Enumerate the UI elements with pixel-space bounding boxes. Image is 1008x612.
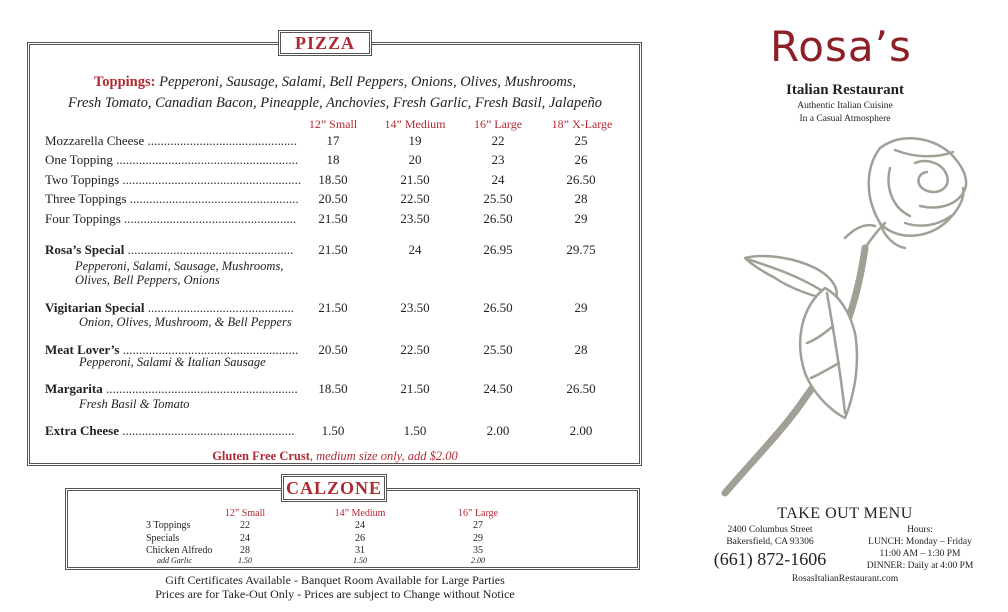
calzone-price: 26	[355, 533, 365, 544]
restaurant-subtitle: Italian Restaurant	[786, 82, 904, 98]
phone-number: (661) 872-1606	[713, 549, 827, 569]
pizza-price: 20.50	[318, 191, 348, 206]
pizza-item-row	[45, 242, 293, 258]
pizza-price: 29	[574, 300, 588, 315]
pizza-price: 18.50	[318, 172, 348, 187]
dot-leader: .....................................................	[124, 211, 297, 226]
pizza-item-description: Fresh Basil & Tomato	[79, 397, 190, 411]
address-line-2: Bakersfield, CA 93306	[726, 537, 814, 547]
pizza-item-name: Vigitarian Special	[45, 300, 145, 315]
hours-dinner: DINNER: Daily at 4:00 PM	[866, 561, 974, 571]
pizza-price: 25.50	[483, 342, 513, 357]
calzone-price: 22	[240, 520, 250, 531]
calzone-item-name: 3 Toppings	[146, 520, 191, 531]
pizza-price: 28	[574, 342, 588, 357]
address-line-1: 2400 Columbus Street	[727, 525, 813, 535]
pizza-price: 21.50	[318, 242, 348, 257]
pizza-item-row	[45, 381, 298, 397]
calzone-size-large: 16” Large	[457, 508, 499, 519]
footer-line-2: Prices are for Take-Out Only - Prices are subject to Change without Notice	[155, 587, 515, 601]
pizza-price: 1.50	[403, 423, 427, 438]
dot-leader: ...........................................................	[106, 381, 298, 396]
calzone-item-name: Chicken Alfredo	[146, 545, 213, 556]
calzone-item-name: Specials	[146, 533, 180, 544]
pizza-item-description: Olives, Bell Peppers, Onions	[75, 273, 220, 287]
dot-leader: ....................................................	[129, 191, 299, 206]
pizza-price: 25	[574, 133, 588, 148]
hours-lunch-days: LUNCH: Monday – Friday	[868, 537, 972, 547]
pizza-price: 26	[574, 152, 588, 167]
pizza-item-row	[45, 172, 301, 188]
calzone-item-name: add Garlic	[157, 556, 192, 565]
pizza-item-description: Pepperoni, Salami, Sausage, Mushrooms,	[75, 259, 284, 273]
gluten-free-detail: , medium size only, add $2.00	[309, 449, 458, 463]
restaurant-logo: Rosa’s	[770, 22, 912, 71]
pizza-price: 29	[574, 211, 588, 226]
pizza-price: 23.50	[400, 300, 430, 315]
pizza-price: 19	[408, 133, 422, 148]
pizza-price: 22	[491, 133, 505, 148]
pizza-price: 18.50	[318, 381, 348, 396]
calzone-price: 24	[240, 533, 250, 544]
gluten-free-label: Gluten Free Crust	[212, 449, 310, 463]
calzone-price: 28	[240, 545, 250, 556]
size-header-small: 12” Small	[308, 117, 358, 131]
pizza-item-name: Two Toppings	[45, 172, 120, 187]
pizza-item-name: Extra Cheese	[45, 423, 120, 438]
dot-leader: .............................................	[147, 300, 295, 315]
pizza-price: 20.50	[318, 342, 348, 357]
pizza-title: PIZZA	[278, 30, 372, 56]
pizza-item-row	[45, 152, 298, 168]
calzone-price: 35	[473, 545, 483, 556]
calzone-price: 29	[473, 533, 483, 544]
pizza-item-row	[45, 133, 297, 149]
pizza-price: 25.50	[483, 191, 513, 206]
pizza-price: 28	[574, 191, 588, 206]
dot-leader: .......................................................	[122, 172, 302, 187]
website: RosasItalianRestaurant.com	[791, 574, 899, 584]
pizza-price: 24.50	[483, 381, 513, 396]
pizza-price: 21.50	[318, 211, 348, 226]
size-header-xlarge: 18” X-Large	[551, 117, 613, 131]
pizza-price: 24	[491, 172, 505, 187]
pizza-price: 2.00	[569, 423, 593, 438]
toppings-list-2: Fresh Tomato, Canadian Bacon, Pineapple, Anchovies, Fresh Garlic, Fresh Basil, Jalapeño	[67, 95, 603, 111]
pizza-price: 17	[326, 133, 340, 148]
calzone-price: 31	[355, 545, 365, 556]
pizza-price: 26.50	[566, 172, 596, 187]
hours-label: Hours:	[907, 525, 933, 535]
pizza-item-name: Mozzarella Cheese	[45, 133, 145, 148]
dot-leader: ...................................................	[127, 242, 294, 257]
takeout-menu-heading: TAKE OUT MENU	[777, 505, 913, 522]
pizza-item-row	[45, 300, 294, 316]
footer-line-1: Gift Certificates Available - Banquet Room Available for Large Parties	[165, 573, 505, 587]
pizza-price: 21.50	[400, 172, 430, 187]
pizza-price: 29.75	[566, 242, 596, 257]
pizza-price: 22.50	[400, 191, 430, 206]
size-header-medium: 14” Medium	[384, 117, 446, 131]
toppings-list-1: Pepperoni, Sausage, Salami, Bell Peppers, Onions, Olives, Mushrooms,	[159, 74, 577, 90]
pizza-item-name: Four Toppings	[45, 211, 121, 226]
pizza-item-row	[45, 191, 299, 207]
dot-leader: ..............................................	[147, 133, 298, 148]
pizza-price: 26.50	[483, 300, 513, 315]
pizza-price: 26.95	[483, 242, 513, 257]
size-header-large: 16” Large	[473, 117, 523, 131]
pizza-price: 1.50	[321, 423, 345, 438]
calzone-price: 1.50	[238, 556, 252, 565]
calzone-price: 2.00	[471, 556, 485, 565]
toppings-label: Toppings:	[93, 74, 156, 90]
dot-leader: .....................................................	[122, 423, 295, 438]
calzone-price: 27	[473, 520, 483, 531]
rose-illustration-icon	[715, 128, 975, 500]
pizza-price: 20	[408, 152, 422, 167]
pizza-item-name: Three Toppings	[45, 191, 127, 206]
calzone-price: 24	[355, 520, 365, 531]
pizza-price: 18	[326, 152, 340, 167]
pizza-item-row	[45, 211, 296, 227]
pizza-price: 21.50	[318, 300, 348, 315]
pizza-item-name: Margarita	[45, 381, 103, 396]
pizza-item-name: Rosa’s Special	[45, 242, 125, 257]
pizza-price: 26.50	[483, 211, 513, 226]
pizza-item-description: Pepperoni, Salami & Italian Sausage	[79, 355, 266, 369]
calzone-title: CALZONE	[281, 474, 387, 502]
pizza-price: 21.50	[400, 381, 430, 396]
pizza-price: 24	[408, 242, 422, 257]
pizza-price: 22.50	[400, 342, 430, 357]
calzone-price: 1.50	[353, 556, 367, 565]
pizza-item-row	[45, 423, 295, 439]
toppings-line-1	[30, 74, 640, 91]
pizza-price: 23.50	[400, 211, 430, 226]
pizza-item-name: One Topping	[45, 152, 113, 167]
pizza-price: 23	[491, 152, 505, 167]
pizza-item-name: Meat Lover’s	[45, 342, 120, 357]
pizza-price: 26.50	[566, 381, 596, 396]
pizza-price: 2.00	[486, 423, 510, 438]
tagline-2: In a Casual Atmosphere	[799, 114, 891, 124]
dot-leader: ......................................................	[122, 342, 299, 357]
hours-lunch-time: 11:00 AM – 1:30 PM	[879, 549, 961, 559]
calzone-size-small: 12” Small	[224, 508, 266, 519]
dot-leader: ........................................................	[116, 152, 299, 167]
pizza-item-description: Onion, Olives, Mushroom, & Bell Peppers	[79, 315, 292, 329]
calzone-size-medium: 14” Medium	[334, 508, 386, 519]
gluten-free-note	[30, 449, 640, 464]
tagline-1: Authentic Italian Cuisine	[797, 101, 893, 111]
